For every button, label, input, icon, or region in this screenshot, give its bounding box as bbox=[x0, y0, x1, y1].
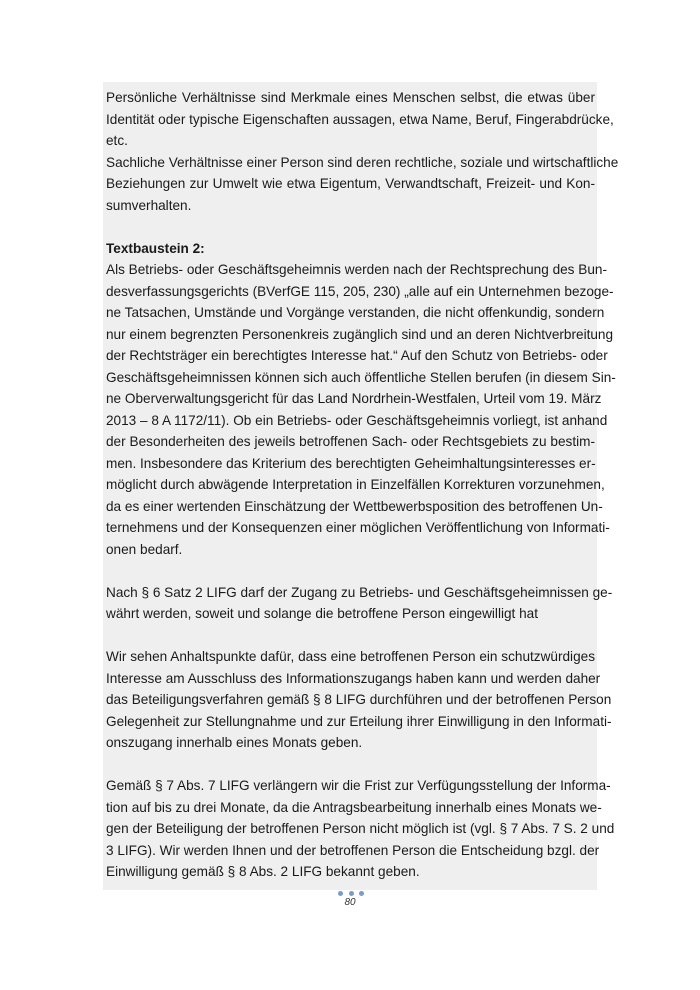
text-line: desverfassungsgerichts (BVerfGE 115, 205, 230) „alle auf ein Unternehmen bezoge- bbox=[106, 283, 614, 299]
footer-dot bbox=[359, 891, 364, 896]
text-line: tion auf bis zu drei Monate, da die Antragsbearbeitung innerhalb eines Monats we- bbox=[106, 799, 602, 815]
text-line: Einwilligung gemäß § 8 Abs. 2 LIFG bekannt geben. bbox=[106, 864, 420, 879]
text-line: Interesse am Ausschluss des Informationszugangs haben kann und werden daher bbox=[106, 670, 601, 686]
text-line: men. Insbesondere das Kriterium des berechtigten Geheimhaltungsinteresses er- bbox=[106, 455, 596, 471]
paragraph-sachliche-verhaeltnisse bbox=[106, 152, 619, 217]
text-line: 2013 – 8 A 1172/11). Ob ein Betriebs- oder Geschäftsgeheimnis vorliegt, ist anhand bbox=[106, 412, 608, 428]
text-line: Als Betriebs- oder Geschäftsgeheimnis werden nach der Rechtsprechung des Bun- bbox=[106, 262, 607, 277]
text-line: Wir sehen Anhaltspunkte dafür, dass eine betroffenen Person ein schutzwürdiges bbox=[106, 649, 595, 664]
text-line: möglicht durch abwägende Interpretation in Einzelfällen Korrekturen vorzunehmen, bbox=[106, 477, 605, 492]
paragraph-spacer bbox=[106, 754, 595, 776]
text-line: da es einer wertenden Einschätzung der Wettbewerbsposition des betroffenen Un- bbox=[106, 498, 603, 514]
heading-textbaustein: Textbaustein 2: bbox=[106, 240, 205, 256]
text-line: etc. bbox=[106, 133, 128, 148]
text-line: gen der Beteiligung der betroffenen Person nicht möglich ist (vgl. § 7 Abs. 7 S. 2 und bbox=[106, 821, 615, 836]
text-line: Nach § 6 Satz 2 LIFG darf der Zugang zu Betriebs- und Geschäftsgeheimnissen ge- bbox=[106, 584, 613, 600]
text-line: Geschäftsgeheimnissen können sich auch öffentliche Stellen berufen (in diesem Sin- bbox=[106, 369, 616, 385]
text-line: Sachliche Verhältnisse einer Person sind deren rechtliche, soziale und wirtschaftliche bbox=[106, 154, 619, 170]
text-line: sumverhalten. bbox=[106, 197, 192, 213]
text-line: währt werden, soweit und solange die betroffene Person eingewilligt hat bbox=[106, 606, 538, 621]
section-heading bbox=[106, 238, 595, 260]
page-number: 80 bbox=[344, 897, 356, 908]
paragraph-persoenliche-verhaeltnisse bbox=[106, 87, 614, 152]
footer-dot bbox=[349, 891, 354, 896]
text-line: ternehmens und der Konsequenzen einer möglichen Veröffentlichung von Informati- bbox=[106, 520, 610, 535]
footer-dot bbox=[338, 891, 343, 896]
text-line: Gelegenheit zur Stellungnahme und zur Erteilung ihrer Einwilligung in den Informati- bbox=[106, 713, 612, 729]
paragraph-spacer bbox=[106, 625, 595, 647]
text-line: der Rechtsträger ein berechtigtes Interesse hat.“ Auf den Schutz von Betriebs- oder bbox=[106, 348, 608, 363]
text-line: onen bedarf. bbox=[106, 541, 183, 557]
text-line: Identität oder typische Eigenschaften aussagen, etwa Name, Beruf, Fingerabdrücke, bbox=[106, 111, 614, 127]
paragraph-geschaeftsgeheimnis bbox=[106, 259, 616, 560]
text-line: der Besonderheiten des jeweils betroffenen Sach- oder Rechtsgebiets zu bestim- bbox=[106, 434, 595, 449]
text-line: ne Tatsachen, Umstände und Vorgänge verstanden, die nicht offenkundig, sondern bbox=[106, 305, 605, 320]
text-line: onszugang innerhalb eines Monats geben. bbox=[106, 735, 363, 750]
paragraph-lifg-zugang bbox=[106, 582, 613, 625]
text-line: nur einem begrenzten Personenkreis zugänglich sind und an deren Nichtverbreitung bbox=[106, 326, 614, 342]
text-line: Persönliche Verhältnisse sind Merkmale eines Menschen selbst, die etwas über bbox=[106, 90, 595, 105]
paragraph-spacer bbox=[106, 560, 595, 582]
document-body bbox=[106, 87, 619, 883]
text-line: 3 LIFG). Wir werden Ihnen und der betroffenen Person die Entscheidung bzgl. der bbox=[106, 842, 600, 858]
text-line: ne Oberverwaltungsgericht für das Land Nordrhein-Westfalen, Urteil vom 19. März bbox=[106, 391, 602, 406]
paragraph-fristverlaengerung bbox=[106, 775, 615, 883]
text-line: Gemäß § 7 Abs. 7 LIFG verlängern wir die Frist zur Verfügungsstellung der Informa- bbox=[106, 778, 611, 793]
paragraph-beteiligungsverfahren bbox=[106, 646, 612, 754]
text-line: Beziehungen zur Umwelt wie etwa Eigentum, Verwandtschaft, Freizeit- und Kon- bbox=[106, 176, 595, 191]
text-line: das Beteiligungsverfahren gemäß § 8 LIFG durchführen und der betroffenen Person bbox=[106, 692, 612, 707]
paragraph-spacer bbox=[106, 216, 595, 238]
